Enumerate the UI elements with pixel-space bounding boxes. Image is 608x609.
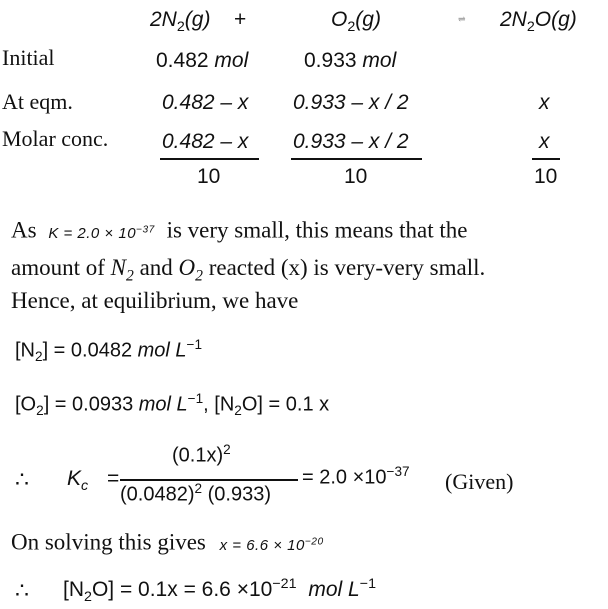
eqm-o2: 0.933 – x / 2	[293, 91, 409, 114]
kc-result	[302, 464, 410, 489]
kc-den-b: (0.933)	[202, 483, 271, 506]
eq-n2-concentration	[15, 337, 202, 364]
kc-therefore: ∴	[15, 467, 29, 492]
final-therefore: ∴	[15, 578, 29, 603]
o2-sub: 2	[347, 18, 356, 35]
para-o2	[178, 255, 203, 285]
kc-den-exp: 2	[194, 481, 203, 496]
row-label-conc: Molar conc.	[2, 126, 109, 151]
k-value-text: K = 2.0 × 10	[48, 224, 137, 242]
kc-denominator	[120, 481, 271, 506]
kc-num-text: (0.1x)	[172, 444, 224, 467]
kc-numerator	[172, 442, 231, 467]
final-unit-exp: −1	[359, 576, 376, 592]
k-value	[48, 225, 155, 242]
initial-o2-unit: mol	[362, 49, 397, 72]
kc-sub: c	[81, 477, 89, 494]
row-label-eqm: At eqm.	[2, 89, 73, 114]
eq-o2-sub: 2	[36, 403, 44, 419]
para-o2-sub: 2	[195, 267, 203, 285]
n2o-coef: 2N	[500, 8, 527, 31]
initial-n2	[156, 49, 248, 73]
kc-result-text: = 2.0 ×10	[302, 466, 387, 489]
reaction-product-n2o	[500, 8, 577, 35]
n2-sub: 2	[176, 18, 185, 35]
kc-given: (Given)	[445, 469, 514, 494]
solve-x-exp: −20	[304, 536, 324, 547]
conc-n2-numerator: 0.482 – x	[162, 130, 249, 153]
conc-n2o-fraction-bar	[532, 158, 560, 160]
reaction-reactant-o2	[331, 8, 381, 35]
eq-o2-concentration	[15, 391, 329, 418]
solve-x-text: x = 6.6 × 10	[219, 536, 305, 554]
kc-equals: =	[107, 467, 120, 490]
final-mid: O] = 0.1x = 6.6 ×10	[91, 577, 273, 601]
solve-text: On solving this gives	[11, 529, 206, 555]
eqm-n2o: x	[539, 91, 550, 114]
para-line1-rest: is very small, this means that the	[166, 217, 468, 243]
reaction-reactant-n2	[150, 8, 210, 35]
conc-o2-fraction-bar	[291, 158, 422, 160]
conc-n2o-numerator: x	[539, 130, 550, 153]
kc-lhs	[67, 467, 88, 494]
o2-state: (g)	[355, 8, 381, 31]
eq-n2o-sub: 2	[234, 403, 242, 419]
equilibrium-arrow: ⇌	[458, 14, 466, 24]
eq-o2-lhs: [O	[15, 393, 37, 416]
eq-n2o-rhs: O] = 0.1 x	[241, 393, 330, 416]
eqm-n2: 0.482 – x	[162, 91, 249, 114]
eq-n2-rhs: ] = 0.0482	[42, 339, 138, 362]
n2-state: (g)	[184, 8, 211, 31]
para-as: As	[11, 217, 37, 243]
n2-coef: 2N	[150, 8, 177, 31]
initial-o2	[304, 49, 396, 73]
conc-n2-denominator: 10	[197, 165, 221, 188]
solve-line	[11, 524, 324, 564]
initial-n2-unit: mol	[214, 49, 249, 72]
n2o-rest: O(g)	[534, 8, 577, 31]
reaction-plus: +	[234, 8, 247, 31]
eq-n2-lhs: [N	[15, 339, 35, 362]
conc-n2-fraction-bar	[160, 158, 259, 160]
eq-o2-unit: mol L	[138, 393, 188, 416]
k-exponent: −37	[136, 224, 155, 235]
para-n2	[110, 255, 134, 285]
kc-den-a: (0.0482)	[120, 483, 195, 506]
eq-o2-exp: −1	[187, 391, 204, 406]
eq-n2-sub: 2	[35, 349, 43, 365]
eq-n2o-lhs: , [N	[203, 393, 235, 416]
final-equation	[63, 576, 376, 605]
n2o-sub: 2	[526, 18, 535, 35]
final-unit: mol L	[308, 577, 360, 601]
row-label-initial: Initial	[2, 45, 55, 70]
eq-n2-unit: mol L	[137, 339, 187, 362]
conc-o2-denominator: 10	[344, 165, 368, 188]
para-amount-of: amount of	[11, 255, 105, 280]
final-sub: 2	[84, 588, 92, 605]
kc-result-exp: −37	[386, 464, 410, 479]
o2-symbol: O	[331, 8, 348, 31]
kc-symbol: K	[67, 467, 82, 490]
final-lhs: [N	[63, 577, 84, 601]
initial-n2-value: 0.482	[156, 49, 209, 72]
para-line2-rest: reacted (x) is very-very small.	[208, 255, 486, 280]
para-line-3: Hence, at equilibrium, we have	[11, 288, 299, 313]
kc-num-exp: 2	[223, 442, 231, 457]
para-o2-symbol: O	[178, 255, 196, 280]
conc-o2-numerator: 0.933 – x / 2	[293, 130, 409, 153]
solve-x-value	[220, 537, 324, 554]
para-and: and	[139, 255, 173, 280]
para-n2-sub: 2	[126, 267, 134, 285]
para-line-1	[11, 212, 467, 252]
final-exp: −21	[272, 576, 297, 592]
para-n2-symbol: N	[110, 255, 126, 280]
eq-o2-rhs: ] = 0.0933	[43, 393, 139, 416]
conc-n2o-denominator: 10	[534, 165, 558, 188]
initial-o2-value: 0.933	[304, 49, 357, 72]
eq-n2-exp: −1	[186, 337, 203, 352]
